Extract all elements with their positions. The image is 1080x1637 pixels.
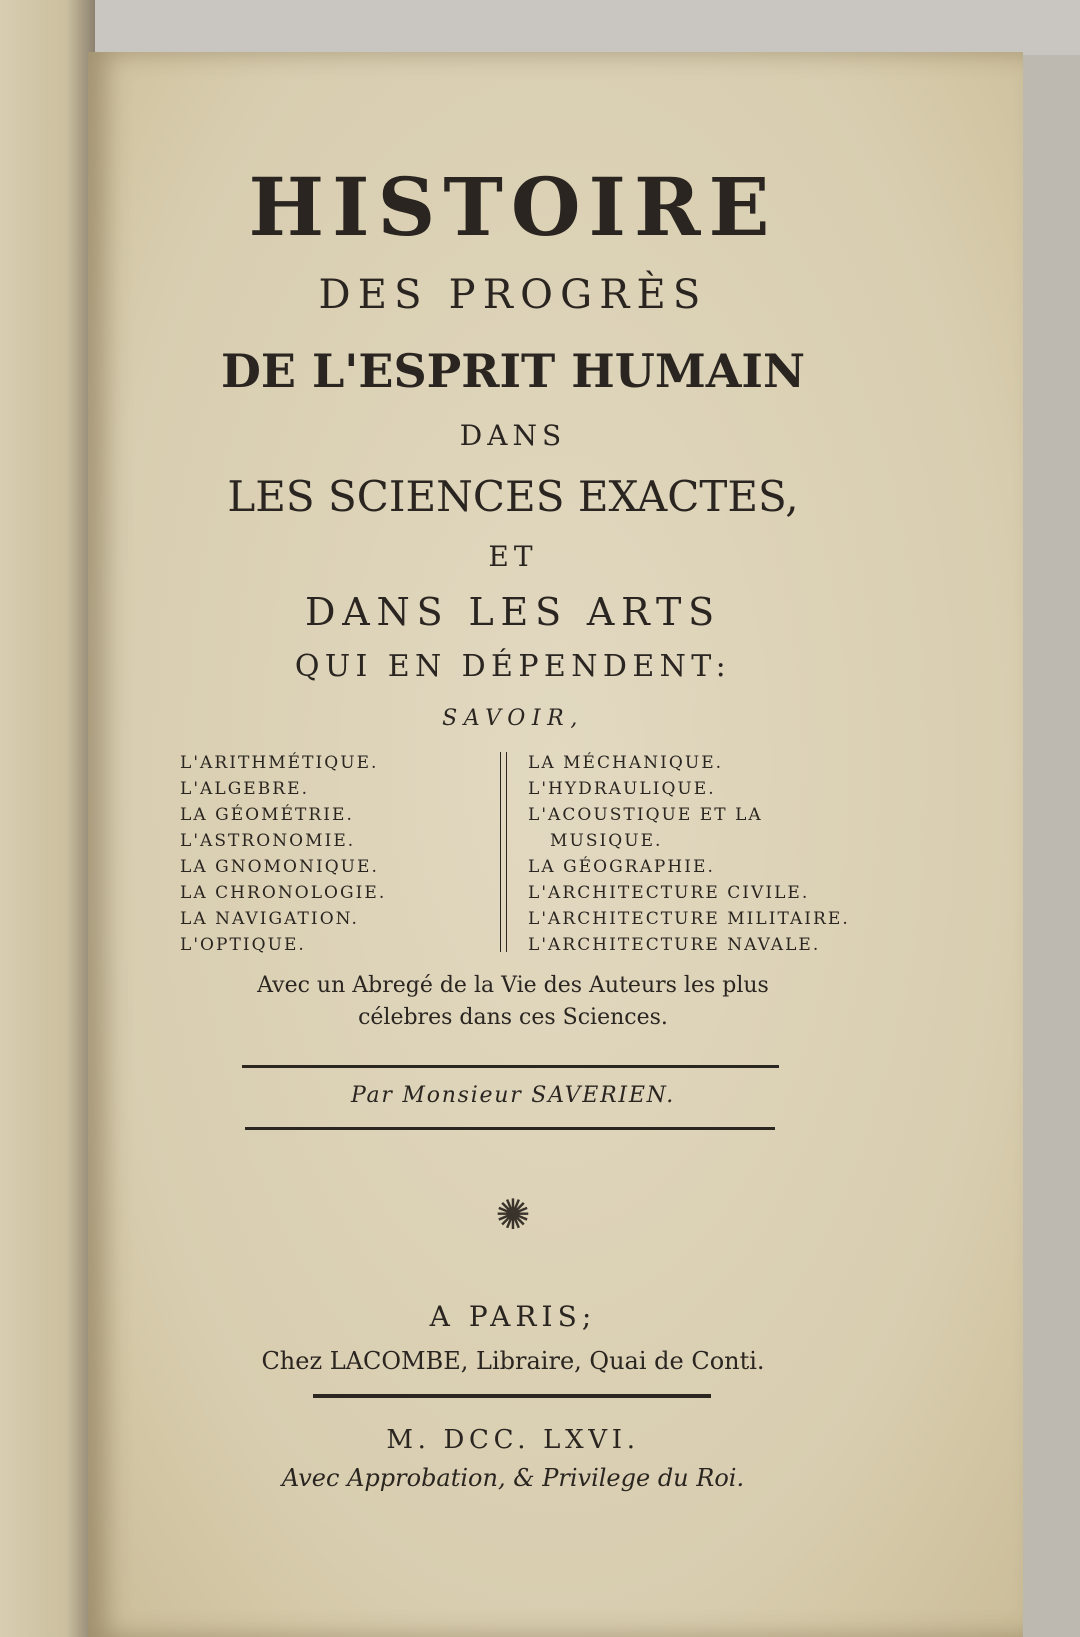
list-item: L'HYDRAULIQUE. xyxy=(528,779,716,799)
abrege-line: Avec un Abregé de la Vie des Auteurs les plus xyxy=(257,973,769,998)
left-page-edge xyxy=(0,0,95,1637)
title-line: DE L'ESPRIT HUMAIN xyxy=(220,344,805,398)
list-item: LA MÉCHANIQUE. xyxy=(528,753,724,773)
list-item: LA GÉOMÉTRIE. xyxy=(180,805,354,825)
list-item: L'ASTRONOMIE. xyxy=(180,831,356,851)
list-item: L'ACOUSTIQUE ET LA xyxy=(528,805,763,825)
list-item: L'ARCHITECTURE NAVALE. xyxy=(528,935,821,955)
rule xyxy=(242,1065,779,1068)
list-item: LA CHRONOLOGIE. xyxy=(180,883,387,903)
column-divider xyxy=(500,752,507,952)
list-item: L'ARCHITECTURE CIVILE. xyxy=(528,883,810,903)
title-line: QUI EN DÉPENDENT: xyxy=(294,649,732,684)
sciences-list-right xyxy=(528,750,850,958)
list-item: LA GNOMONIQUE. xyxy=(180,857,379,877)
rule xyxy=(245,1127,775,1130)
list-item: L'ARITHMÉTIQUE. xyxy=(180,753,379,773)
list-item: MUSIQUE. xyxy=(550,831,663,851)
publisher: Chez LACOMBE, Libraire, Quai de Conti. xyxy=(261,1347,765,1375)
book-title: HISTOIRE xyxy=(248,160,778,254)
city: A PARIS; xyxy=(429,1300,597,1333)
list-item: LA NAVIGATION. xyxy=(180,909,359,929)
abrege-line: célebres dans ces Sciences. xyxy=(358,1005,668,1030)
title-line: DES PROGRÈS xyxy=(318,272,708,318)
savoir-heading: SAVOIR, xyxy=(442,706,584,731)
ornament-icon: ✺ xyxy=(495,1190,531,1239)
list-item: LA GÉOGRAPHIE. xyxy=(528,857,715,877)
sciences-list-left xyxy=(180,750,386,958)
rule xyxy=(313,1394,711,1398)
list-item: L'ARCHITECTURE MILITAIRE. xyxy=(528,909,850,929)
list-item: L'ALGEBRE. xyxy=(180,779,310,799)
year: M. DCC. LXVI. xyxy=(386,1425,640,1455)
list-item: L'OPTIQUE. xyxy=(180,935,306,955)
background xyxy=(0,0,1080,55)
privilege: Avec Approbation, & Privilege du Roi. xyxy=(281,1464,745,1492)
title-line: DANS LES ARTS xyxy=(304,590,722,634)
title-line: DANS xyxy=(459,419,567,452)
title-line: LES SCIENCES EXACTES, xyxy=(227,472,799,521)
author: Par Monsieur SAVERIEN. xyxy=(350,1083,676,1108)
title-line: ET xyxy=(488,540,538,573)
